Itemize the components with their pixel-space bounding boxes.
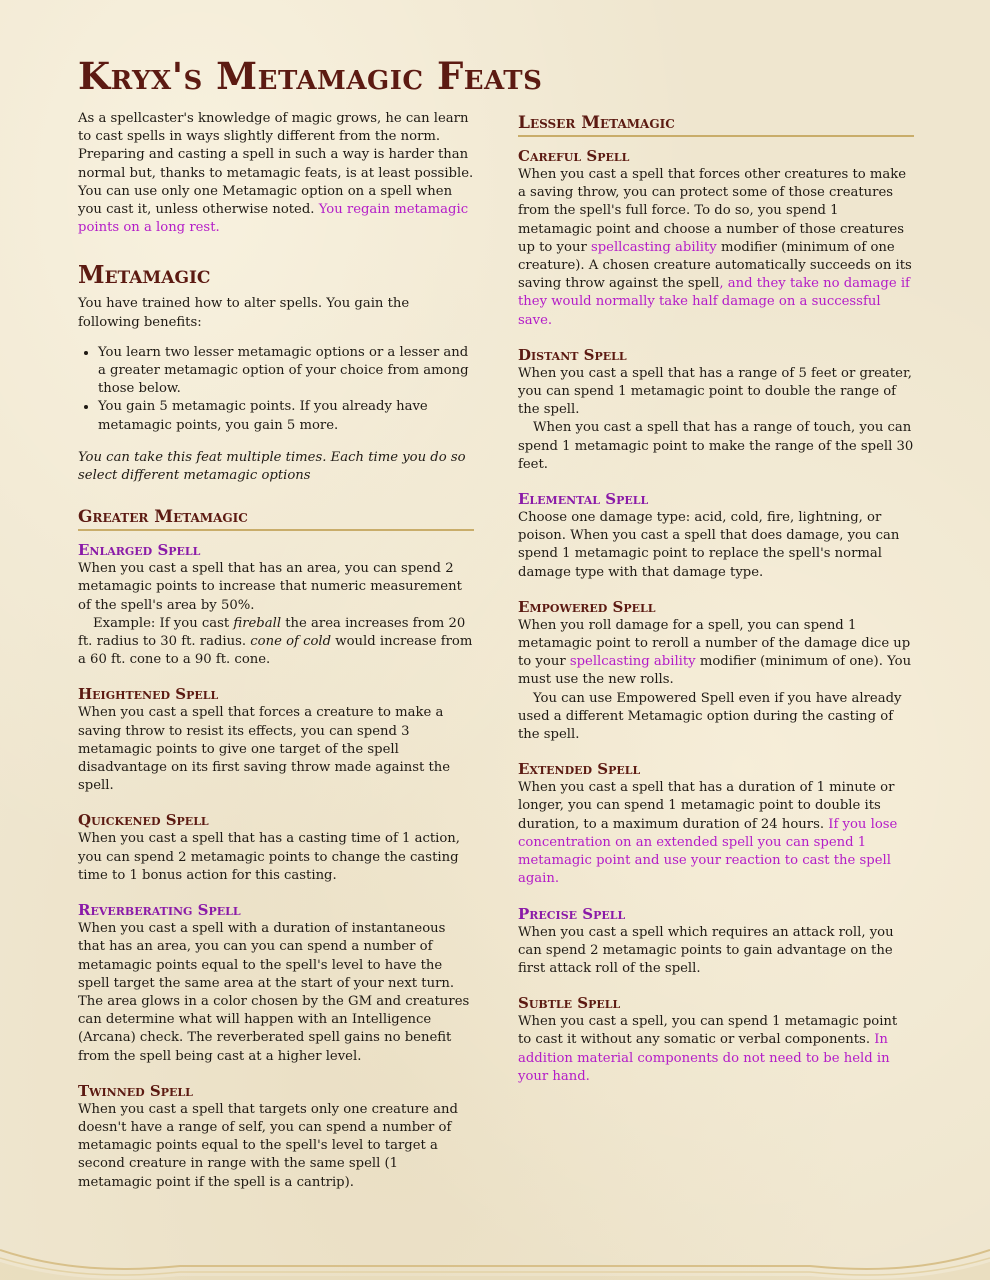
list-item: • You gain 5 metamagic points. If you already have metamagic points, you gain 5 more. <box>98 398 474 434</box>
benefits-list <box>78 344 474 435</box>
greater-metamagic-heading: Greater Metamagic <box>78 507 474 531</box>
twinned-spell-heading: Twinned Spell <box>78 1081 193 1100</box>
intro-paragraph: As a spellcaster's knowledge of magic grows, he can learn to cast spells in ways slightly different from the norm. Preparing and casting a spell in such a way is harder than normal but, thanks to metamagic feats, is at least possible. You can use only one Metamagic option on a spell when you cast it, unless otherwise noted. You regain metamagic points on a long rest. <box>78 111 474 236</box>
elemental-spell-heading: Elemental Spell <box>518 490 649 509</box>
heightened-spell-text: When you cast a spell that forces a creature to make a saving throw to resist its effects, you can spend 3 metamagic points to give one target of the spell disadvantage on its first saving throw made against the spell. <box>78 705 451 794</box>
page-title: Kryx's Metamagic Feats <box>78 54 543 98</box>
reverberating-spell-heading: Reverberating Spell <box>78 901 241 920</box>
twinned-spell-text: When you cast a spell that targets only one creature and doesn't have a range of self, you can spend a number of metamagic points equal to the spell's level to target a second creature in range with the same spell (1 metamagic point if the spell is a cantrip). <box>78 1101 458 1190</box>
quickened-spell-heading: Quickened Spell <box>78 811 209 830</box>
subtle-spell-text: When you cast a spell, you can spend 1 metamagic point to cast it without any somatic or verbal components. In addition material components do not need to be held in your hand. <box>518 1014 898 1084</box>
careful-spell-heading: Careful Spell <box>518 147 630 165</box>
subtle-spell-heading: Subtle Spell <box>518 994 621 1013</box>
precise-spell-text: When you cast a spell which requires an attack roll, you can spend 2 metamagic points to gain advantage on the first attack roll of the spell. <box>518 924 894 976</box>
empowered-spell-heading: Empowered Spell <box>518 597 656 616</box>
heightened-spell-heading: Heightened Spell <box>78 685 219 704</box>
precise-spell-heading: Precise Spell <box>518 904 626 923</box>
right-column <box>518 110 914 1086</box>
metamagic-heading: Metamagic <box>78 260 211 290</box>
reverberating-spell-text: When you cast a spell with a duration of instantaneous that has an area, you can you can spend a number of metamagic points equal to the spell's level to have the spell target the same area at the start of your next turn. The area glows in a color chosen by the GM and creatures can determine what will happen with an Intelligence (Arcana) check. The reverberated spell gains no benefit from the spell being cast at a higher level. <box>78 921 470 1064</box>
intro-highlight: You regain metamagic points on a long rest. <box>78 202 469 236</box>
lesser-metamagic-heading: Lesser Metamagic <box>518 113 914 137</box>
careful-spell-text: When you cast a spell that forces other creatures to make a saving throw, you can protect some of those creatures from the spell's full force. To do so, you spend 1 metamagic point and choose a number of those creatures up to your spellcasting ability modifier (minimum of one creature). A chosen creature automatically succeeds on its saving throw against the spell, and they take no damage if they would normally take half damage on a successful save. <box>518 167 912 328</box>
repeat-note: You can take this feat multiple times. Each time you do so select different metamagic options <box>78 449 466 484</box>
empowered-spell-text: When you roll damage for a spell, you can spend 1 metamagic point to reroll a number of the damage dice up to your spellcasting ability modifier (minimum of one). You must use the new rolls. <box>518 617 912 688</box>
distant-spell-heading: Distant Spell <box>518 345 627 364</box>
extended-spell-text: When you cast a spell that has a duration of 1 minute or longer, you can spend 1 metamagic point to double its duration, to a maximum duration of 24 hours. If you lose concentration on an extended spell you can spend 1 metamagic point and use your reaction to cast the spell again. <box>518 780 898 887</box>
distant-spell-touch: When you cast a spell that has a range of touch, you can spend 1 metamagic point to make the range of the spell 30 feet. <box>518 420 914 472</box>
enlarged-spell-heading: Enlarged Spell <box>78 541 201 560</box>
list-item: • You learn two lesser metamagic options or a lesser and a greater metamagic option of your choice from among those below. <box>98 344 474 399</box>
elemental-spell-text: Choose one damage type: acid, cold, fire, lightning, or poison. When you cast a spell that does damage, you can spend 1 metamagic point to replace the spell's normal damage type with that damage type. <box>518 510 900 580</box>
empowered-spell-note: You can use Empowered Spell even if you have already used a different Metamagic option during the casting of the spell. <box>518 690 902 743</box>
enlarged-spell-example: Example: If you cast fireball the area increases from 20 ft. radius to 30 ft. radius. cone of cold would increase from a 60 ft. cone to a 90 ft. cone. <box>78 615 473 668</box>
quickened-spell-text: When you cast a spell that has a casting time of 1 action, you can spend 2 metamagic points to change the casting time to 1 bonus action for this casting. <box>78 831 460 883</box>
footer-ornament <box>0 1220 990 1280</box>
distant-spell-text: When you cast a spell that has a range of 5 feet or greater, you can spend 1 metamagic point to double the range of the spell. <box>518 365 913 418</box>
extended-spell-heading: Extended Spell <box>518 760 641 779</box>
left-column <box>78 110 474 1192</box>
enlarged-spell-text: When you cast a spell that has an area, you can spend 2 metamagic points to increase that numeric measurement of the spell's area by 50%. <box>78 561 462 613</box>
metamagic-text: You have trained how to alter spells. You gain the following benefits: <box>78 296 410 330</box>
